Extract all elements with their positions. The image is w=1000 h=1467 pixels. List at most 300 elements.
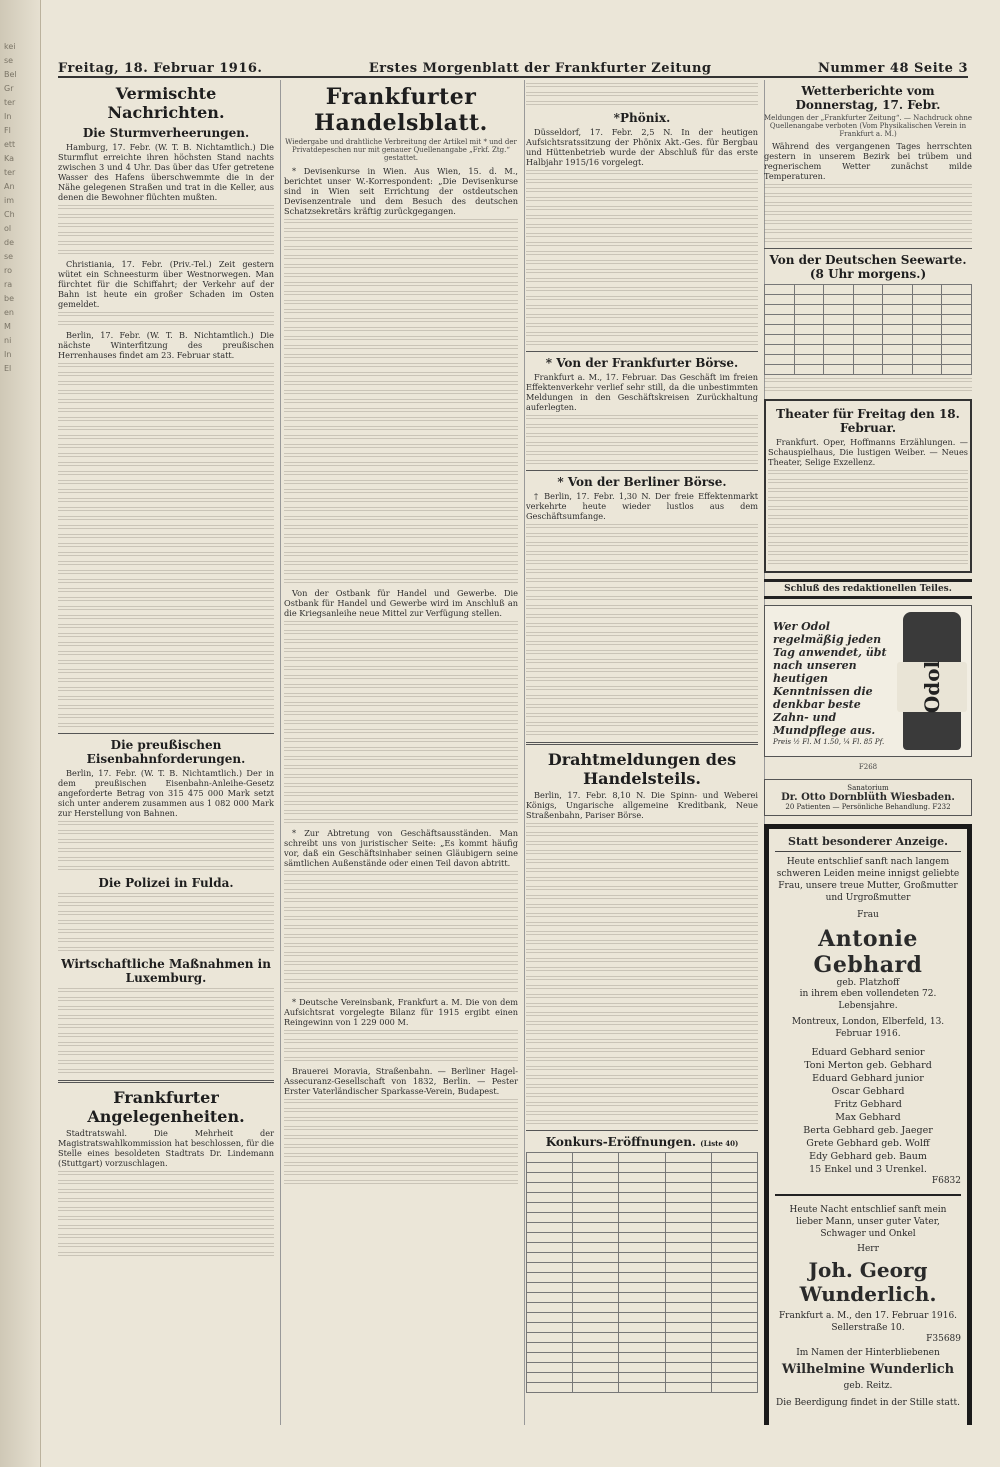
- text-filler: [58, 893, 274, 899]
- article-berliner-boerse: † Berlin, 17. Febr. 1,30 N. Der freie Effektenmarkt verkehrte heute wieder lustlos aus dem Geschäftsumfange.: [526, 491, 758, 521]
- deceased-age: in ihrem eben vollendeten 72. Lebensjahre.: [799, 989, 937, 1011]
- text-filler: [526, 197, 758, 203]
- death-notice-2-text: Heute Nacht entschlief sanft mein lieber Mann, unser guter Vater, Schwager und Onkel: [789, 1205, 947, 1239]
- text-filler: [768, 533, 968, 539]
- text-filler: [526, 323, 758, 329]
- text-filler: [526, 1012, 758, 1018]
- table-row: [527, 1253, 758, 1263]
- odol-advertisement: [764, 605, 972, 757]
- text-filler: [284, 237, 518, 243]
- table-row: [765, 285, 972, 295]
- text-filler: [58, 552, 274, 558]
- text-filler: [284, 309, 518, 315]
- heading-frankfurter-boerse: * Von der Frankfurter Börse.: [545, 356, 739, 370]
- text-filler: [58, 525, 274, 531]
- text-filler: [58, 381, 274, 387]
- text-filler: [526, 269, 758, 275]
- article-stadtratswahl: Stadtratswahl. Die Mehrheit der Magistratswahlkommission hat beschlossen, für die Stelle eines besoldeten Stadtrats Dr. Lindemann (Stuttgart) vorzuschlagen.: [58, 1128, 274, 1168]
- text-filler: [58, 839, 274, 845]
- text-filler: [764, 378, 972, 384]
- table-row: [527, 1163, 758, 1173]
- text-filler: [58, 1033, 274, 1039]
- text-filler: [284, 498, 518, 504]
- text-filler: [58, 390, 274, 396]
- heading-vermischte: Vermischte Nachrichten.: [107, 84, 225, 122]
- table-row: [527, 1173, 758, 1183]
- text-filler: [58, 1180, 274, 1186]
- table-row: [765, 325, 972, 335]
- text-filler: [526, 188, 758, 194]
- text-filler: [526, 1120, 758, 1126]
- text-filler: [284, 246, 518, 252]
- column-1: [58, 80, 281, 1425]
- heading-luxemburg: Wirtschaftliche Maßnahmen in Luxemburg.: [61, 957, 271, 985]
- table-row: [527, 1353, 758, 1363]
- text-filler: [764, 184, 972, 190]
- table-row: [527, 1373, 758, 1383]
- text-filler: [284, 282, 518, 288]
- text-filler: [284, 792, 518, 798]
- text-filler: [58, 705, 274, 711]
- text-filler: [58, 1234, 274, 1240]
- text-filler: [526, 332, 758, 338]
- text-filler: [284, 1039, 518, 1045]
- text-filler: [284, 435, 518, 441]
- text-filler: [526, 260, 758, 266]
- divider: [775, 1194, 961, 1196]
- text-filler: [58, 435, 274, 441]
- text-filler: [58, 250, 274, 256]
- article-theater: Frankfurt. Oper, Hoffmanns Erzählungen. — Schauspielhaus, Die lustigen Weiber. — Neues Theater, Selige Exzellenz.: [768, 437, 968, 467]
- text-filler: [284, 702, 518, 708]
- text-filler: [284, 408, 518, 414]
- text-filler: [284, 898, 518, 904]
- text-filler: [526, 305, 758, 311]
- left-page-fold: kei se Bel Gr ter In Fl ett Ka ter An im Ch ol de se ro ra be en M ni In El: [0, 0, 41, 1467]
- text-filler: [526, 415, 758, 421]
- divider: [526, 742, 758, 745]
- weather-table: [764, 284, 972, 375]
- text-filler: [526, 92, 758, 98]
- table-row: [527, 1343, 758, 1353]
- editorial-end-marker: Schluß des redaktionellen Teiles.: [764, 579, 972, 599]
- text-filler: [284, 738, 518, 744]
- text-filler: [284, 354, 518, 360]
- text-filler: [284, 453, 518, 459]
- text-filler: [526, 1066, 758, 1072]
- text-filler: [526, 677, 758, 683]
- text-filler: [284, 747, 518, 753]
- text-filler: [284, 552, 518, 558]
- text-filler: [526, 823, 758, 829]
- table-row: [527, 1273, 758, 1283]
- text-filler: [526, 632, 758, 638]
- text-filler: [526, 913, 758, 919]
- text-filler: [58, 947, 274, 953]
- text-filler: [526, 215, 758, 221]
- text-filler: [284, 444, 518, 450]
- text-filler: [58, 678, 274, 684]
- text-filler: [284, 579, 518, 585]
- text-filler: [526, 668, 758, 674]
- text-filler: [58, 399, 274, 405]
- text-filler: [526, 994, 758, 1000]
- text-filler: [526, 278, 758, 284]
- text-filler: [284, 390, 518, 396]
- text-filler: [526, 614, 758, 620]
- table-row: [527, 1243, 758, 1253]
- text-filler: [284, 273, 518, 279]
- text-filler: [526, 695, 758, 701]
- text-filler: [526, 859, 758, 865]
- text-filler: [58, 606, 274, 612]
- masthead-date: Freitag, 18. Februar 1916.: [58, 61, 263, 76]
- text-filler: [284, 1117, 518, 1123]
- text-filler: [58, 642, 274, 648]
- text-filler: [284, 1171, 518, 1177]
- text-filler: [284, 979, 518, 985]
- text-filler: [58, 866, 274, 872]
- text-filler: [284, 1180, 518, 1186]
- text-filler: [284, 336, 518, 342]
- heading-fulda: Die Polizei in Fulda.: [98, 876, 234, 890]
- text-filler: [284, 255, 518, 261]
- masthead: [58, 56, 968, 78]
- text-filler: [58, 1207, 274, 1213]
- text-filler: [526, 922, 758, 928]
- death-notice-place: Montreux, London, Elberfeld, 13. Februar 1916.: [791, 1017, 945, 1039]
- text-filler: [284, 561, 518, 567]
- table-row: [527, 1183, 758, 1193]
- text-filler: [284, 1030, 518, 1036]
- text-filler: [284, 889, 518, 895]
- text-filler: [58, 232, 274, 238]
- death-notice-heading: Statt besonderer Anzeige.: [775, 835, 961, 852]
- text-filler: [58, 830, 274, 836]
- death-notice-text: Heute entschlief sanft nach langem schweren Leiden meine innigst geliebte Frau, unsere treue Mutter, Großmutter und Urgroßmutter: [776, 857, 960, 903]
- text-filler: [58, 1060, 274, 1066]
- sanatorium-info: 20 Patienten — Persönliche Behandlung. F232: [785, 803, 951, 811]
- text-filler: [284, 907, 518, 913]
- text-filler: [58, 498, 274, 504]
- text-filler: [284, 264, 518, 270]
- text-filler: [768, 506, 968, 512]
- deceased-maiden-name: geb. Platzhoff: [836, 978, 900, 988]
- divider: [526, 351, 758, 352]
- masthead-title: Erstes Morgenblatt der Frankfurter Zeitung: [368, 61, 712, 76]
- text-filler: [58, 453, 274, 459]
- table-row: [527, 1293, 758, 1303]
- table-row: [527, 1383, 758, 1393]
- text-filler: [526, 1084, 758, 1090]
- text-filler: [526, 569, 758, 575]
- text-filler: [284, 525, 518, 531]
- text-filler: [764, 229, 972, 235]
- text-filler: [284, 693, 518, 699]
- odol-bottle-illustration: [903, 612, 961, 750]
- text-filler: [768, 542, 968, 548]
- divider: [58, 733, 274, 734]
- text-filler: [58, 426, 274, 432]
- text-filler: [58, 911, 274, 917]
- text-filler: [526, 314, 758, 320]
- text-filler: [526, 83, 758, 89]
- text-filler: [58, 696, 274, 702]
- text-filler: [58, 633, 274, 639]
- text-filler: [284, 952, 518, 958]
- text-filler: [58, 660, 274, 666]
- text-filler: [764, 238, 972, 244]
- text-filler: [526, 1111, 758, 1117]
- table-row: [527, 1303, 758, 1313]
- reprint-notice: Wiedergabe und drahtliche Verbreitung der Artikel mit * und der Privatdepeschen nur mit genauer Quellenangabe „Frkf. Ztg.“ gestattet.: [285, 138, 517, 162]
- text-filler: [58, 588, 274, 594]
- text-filler: [284, 988, 518, 994]
- text-filler: [764, 211, 972, 217]
- text-filler: [58, 1189, 274, 1195]
- text-filler: [526, 686, 758, 692]
- article-hamburg: Hamburg, 17. Febr. (W. T. B. Nichtamtlich.) Die Sturmflut erreichte ihren höchsten Stand nachts zwischen 3 und 4 Uhr. Das über das Ufer getretene Wasser des Hafens überschwemmte die in der Nähe gelegenen Straßen und trat in die Keller, aus denen die Bewohner flüchten mußten.: [58, 142, 274, 202]
- konkurs-list: (Liste 40): [700, 1139, 739, 1148]
- text-filler: [58, 543, 274, 549]
- article-berlin: Berlin, 17. Febr. (W. T. B. Nichtamtlich.) Die nächste Winterfitzung des preußischen Herrenhauses findet am 23. Februar statt.: [58, 330, 274, 360]
- text-filler: [58, 241, 274, 247]
- text-filler: [284, 810, 518, 816]
- table-row: [765, 355, 972, 365]
- text-filler: [526, 242, 758, 248]
- text-filler: [526, 868, 758, 874]
- text-filler: [284, 711, 518, 717]
- article-phoenix: Düsseldorf, 17. Febr. 2,5 N. In der heutigen Aufsichtsratssitzung der Phönix Akt.-Ges. für Bergbau und Hüttenbetrieb wurde der Abschluß für das erste Halbjahr 1915/16 vorgelegt.: [526, 127, 758, 167]
- table-row: [527, 1203, 758, 1213]
- text-filler: [58, 821, 274, 827]
- article-companies: Brauerei Moravia, Straßenbahn. — Berliner Hagel-Assecuranz-Gesellschaft von 1832, Berlin. — Pester Erster Vaterländischer Sparkasse-Verein, Budapest.: [284, 1066, 518, 1096]
- text-filler: [58, 1024, 274, 1030]
- text-filler: [58, 651, 274, 657]
- text-filler: [764, 202, 972, 208]
- text-filler: [526, 650, 758, 656]
- deceased-2-name: Joh. Georg Wunderlich.: [799, 1258, 937, 1306]
- table-row: [527, 1153, 758, 1163]
- text-filler: [284, 1135, 518, 1141]
- heading-sturm: Die Sturmverheerungen.: [82, 126, 250, 140]
- text-filler: [58, 1243, 274, 1249]
- heading-frankfurter-angelegenheiten: Frankfurter Angelegenheiten.: [87, 1088, 245, 1126]
- text-filler: [526, 958, 758, 964]
- text-filler: [284, 462, 518, 468]
- death-notices: [764, 824, 972, 1425]
- text-filler: [284, 1057, 518, 1063]
- text-filler: [58, 938, 274, 944]
- text-filler: [768, 470, 968, 476]
- text-filler: [526, 1030, 758, 1036]
- text-filler: [58, 1225, 274, 1231]
- widow-name: Wilhelmine Wunderlich: [781, 1362, 955, 1377]
- text-filler: [526, 1075, 758, 1081]
- text-filler: [58, 462, 274, 468]
- text-filler: [58, 363, 274, 369]
- text-filler: [768, 524, 968, 530]
- heading-phoenix: *Phönix.: [613, 111, 671, 125]
- text-filler: [526, 1093, 758, 1099]
- text-filler: [58, 223, 274, 229]
- article-abtretung: * Zur Abtretung von Geschäftsausständen. Man schreibt uns von juristischer Seite: „Es kommt häufig vor, daß ein Geschäftsinhaber seinen Gläubigern seine sämtlichen Außenstände oder einen Teil davon abtritt.: [284, 828, 518, 868]
- article-eisenbahn: Berlin, 17. Febr. (W. T. B. Nichtamtlich.) Der in dem preußischen Eisenbahn-Anleihe-Gesetz angeforderte Betrag von 315 475 000 Mark setzt sich unter anderem zusammen aus 1 082 000 Mark zur Herstellung von Bahnen.: [58, 768, 274, 818]
- text-filler: [768, 551, 968, 557]
- table-row: [527, 1313, 758, 1323]
- text-filler: [284, 916, 518, 922]
- table-row: [527, 1333, 758, 1343]
- text-filler: [284, 943, 518, 949]
- theater-listing: [764, 399, 972, 573]
- text-filler: [284, 1126, 518, 1132]
- divider: [526, 470, 758, 471]
- text-filler: [526, 641, 758, 647]
- text-filler: [284, 1108, 518, 1114]
- text-filler: [284, 327, 518, 333]
- text-filler: [58, 714, 274, 720]
- text-filler: [526, 533, 758, 539]
- text-filler: [284, 871, 518, 877]
- text-filler: [58, 902, 274, 908]
- text-filler: [284, 318, 518, 324]
- text-filler: [284, 657, 518, 663]
- text-filler: [58, 1171, 274, 1177]
- text-filler: [768, 497, 968, 503]
- text-filler: [526, 596, 758, 602]
- text-filler: [284, 666, 518, 672]
- text-filler: [58, 471, 274, 477]
- divider: [526, 1130, 758, 1131]
- table-row: [527, 1223, 758, 1233]
- text-filler: [526, 886, 758, 892]
- konkurs-title: Konkurs-Eröffnungen.: [545, 1135, 697, 1149]
- text-filler: [526, 341, 758, 347]
- text-filler: [526, 424, 758, 430]
- text-filler: [284, 1162, 518, 1168]
- text-filler: [526, 1048, 758, 1054]
- text-filler: [58, 408, 274, 414]
- text-filler: [526, 433, 758, 439]
- text-filler: [58, 372, 274, 378]
- text-filler: [58, 723, 274, 729]
- text-filler: [58, 687, 274, 693]
- text-filler: [526, 587, 758, 593]
- text-filler: [284, 489, 518, 495]
- konkurs-table: [526, 1152, 758, 1393]
- text-filler: [526, 949, 758, 955]
- text-filler: [58, 321, 274, 327]
- text-filler: [526, 551, 758, 557]
- text-filler: [284, 300, 518, 306]
- text-filler: [284, 399, 518, 405]
- text-filler: [526, 179, 758, 185]
- text-filler: [526, 460, 758, 466]
- text-filler: [284, 363, 518, 369]
- text-filler: [526, 931, 758, 937]
- text-filler: [58, 444, 274, 450]
- text-filler: [526, 287, 758, 293]
- article-christiania: Christiania, 17. Febr. (Priv.-Tel.) Zeit gestern wütet ein Schneesturm über Westnorwegen. Man fürchtet für die Schiffahrt; der Verkehr auf der Bahn ist heute ein großer Schaden im Osten gemeldet.: [58, 259, 274, 309]
- text-filler: [284, 925, 518, 931]
- text-filler: [526, 967, 758, 973]
- odol-ad-price: Preis ½ Fl. M 1.50, ¼ Fl. 85 Pf.: [773, 738, 885, 746]
- text-filler: [526, 704, 758, 710]
- text-filler: [58, 1015, 274, 1021]
- text-filler: [526, 442, 758, 448]
- death-notice-2-herr: Herr: [857, 1244, 879, 1254]
- text-filler: [284, 381, 518, 387]
- text-filler: [284, 630, 518, 636]
- text-filler: [284, 880, 518, 886]
- text-filler: [526, 605, 758, 611]
- text-filler: [526, 877, 758, 883]
- text-filler: [526, 578, 758, 584]
- text-filler: [58, 929, 274, 935]
- table-row: [765, 335, 972, 345]
- table-row: [765, 365, 972, 375]
- text-filler: [284, 970, 518, 976]
- sanatorium-label: Sanatorium: [847, 784, 889, 792]
- text-filler: [764, 387, 972, 393]
- text-filler: [58, 417, 274, 423]
- text-filler: [58, 570, 274, 576]
- text-filler: [284, 961, 518, 967]
- text-filler: [58, 857, 274, 863]
- text-filler: [526, 904, 758, 910]
- text-filler: [526, 1003, 758, 1009]
- table-row: [527, 1193, 758, 1203]
- burial-note: Die Beerdigung findet in der Stille statt.: [776, 1398, 960, 1408]
- death-notice-2-sign: Im Namen der Hinterbliebenen: [796, 1348, 940, 1358]
- heading-theater: Theater für Freitag den 18. Februar.: [776, 407, 960, 435]
- text-filler: [58, 1006, 274, 1012]
- text-filler: [284, 1099, 518, 1105]
- text-filler: [58, 1042, 274, 1048]
- table-row: [527, 1363, 758, 1373]
- text-filler: [58, 920, 274, 926]
- text-filler: [58, 669, 274, 675]
- text-filler: [526, 524, 758, 530]
- text-filler: [284, 228, 518, 234]
- text-filler: [284, 720, 518, 726]
- death-notice-2-place: Frankfurt a. M., den 17. Februar 1916. Sellerstraße 10.: [778, 1311, 958, 1333]
- column-4: [764, 80, 972, 1425]
- text-filler: [284, 417, 518, 423]
- divider: [764, 248, 972, 249]
- text-filler: [58, 579, 274, 585]
- text-filler: [58, 205, 274, 211]
- text-filler: [284, 621, 518, 627]
- text-filler: [284, 534, 518, 540]
- column-2: [284, 80, 525, 1425]
- text-filler: [526, 722, 758, 728]
- text-filler: [526, 841, 758, 847]
- table-row: [765, 295, 972, 305]
- text-filler: [58, 1051, 274, 1057]
- table-row: [765, 305, 972, 315]
- text-filler: [526, 659, 758, 665]
- text-filler: [526, 713, 758, 719]
- heading-berliner-boerse: * Von der Berliner Börse.: [557, 475, 727, 489]
- text-filler: [526, 623, 758, 629]
- text-filler: [58, 507, 274, 513]
- text-filler: [526, 1039, 758, 1045]
- text-filler: [526, 1057, 758, 1063]
- article-devisenkurse: * Devisenkurse in Wien. Aus Wien, 15. d. M., berichtet unser W.-Korrespondent: „Die Devisenkurse sind in Wien seit Errichtung der ostdeutschen Devisenzentrale und dem Besuch des deutschen Schatzsekretärs kräftig zurückgegangen.: [284, 166, 518, 216]
- text-filler: [284, 291, 518, 297]
- text-filler: [284, 426, 518, 432]
